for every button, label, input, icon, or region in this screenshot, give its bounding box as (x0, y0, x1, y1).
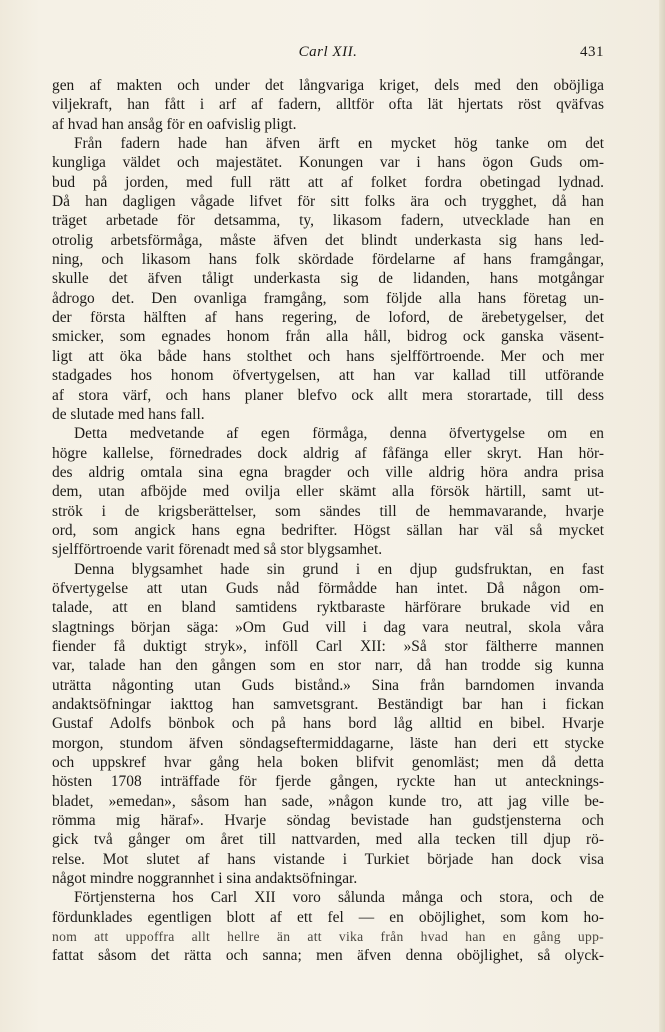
text-line: skulle det äfven tåligt underkasta sig de lidanden, hans motgångar (52, 270, 604, 288)
text-line: de slutade med hans fall. (52, 405, 205, 423)
text-line: gick två gånger om året till nattvarden, med alla tecken till djup rö- (52, 831, 604, 849)
text-line: strök i de krigsberättelser, som sändes till de hemmavarande, hvarje (52, 502, 604, 520)
text-line: fiender få duktigt stryk», inföll Carl XII: »Så stor fältherre mannen (52, 637, 604, 655)
text-line: der första hälften af hans regering, de loford, de ärebetygelser, det (52, 309, 604, 327)
text-line: Detta medvetande af egen förmåga, denna öfvertygelse om en (74, 425, 604, 443)
text-line: uträtta någonting utan Guds bistånd.» Sina från barndomen invanda (52, 676, 604, 694)
text-line: fördunklades egentligen blott af ett fel — en oböjlighet, som kom ho- (52, 908, 604, 926)
text-line: hösten 1708 inträffade för fjerde gången, ryckte han ut antecknings- (52, 773, 604, 791)
text-line: bud på jorden, med full rätt att af folket fordra obetingad lydnad. (52, 173, 604, 191)
page-number: 431 (580, 44, 604, 60)
body-text (52, 76, 604, 966)
text-line: ligt att öka både hans stolthet och hans sjelfförtroende. Mer och mer (52, 347, 604, 365)
running-title: Carl XII. (298, 44, 358, 60)
text-line: öfvertygelse att utan Guds nåd förmådde han intet. Då någon om- (52, 579, 604, 597)
text-line: Från fadern hade han äfven ärft en mycket hög tanke om det (74, 135, 604, 153)
text-line: nom att uppoffra allt hellre än att vika från hvad han en gång upp- (52, 929, 604, 945)
text-line: Gustaf Adolfs bönbok och på hans bord låg alltid en bibel. Hvarje (52, 715, 604, 733)
text-line: och uppskref hvar gång hela boken blifvit genomläst; men då detta (52, 754, 604, 772)
text-line: morgon, stundom äfven söndagseftermiddagarne, läste han deri ett stycke (52, 734, 604, 752)
text-line: römma mig häraf». Hvarje söndag bevistade han gudstjensterna och (52, 812, 604, 830)
text-line: smicker, som egnades honom från alla håll, bidrog ock ganska väsent- (52, 328, 604, 346)
text-line: des aldrig omtala sina egna bragder och ville aldrig höra andra prisa (52, 463, 604, 481)
text-line: kungliga väldet och majestätet. Konungen var i hans ögon Guds om- (52, 154, 604, 172)
text-line: högre kallelse, förnedrades dock aldrig af fåfänga eller skryt. Han hör- (52, 444, 604, 462)
text-line: ord, som angick hans egna bedrifter. Högst sällan har väl så mycket (52, 521, 604, 539)
text-line: af hvad han ansåg för en oafvislig pligt. (52, 115, 297, 133)
text-line: bladet, »emedan», såsom han sade, »någon kunde tro, att jag ville be- (52, 792, 604, 810)
text-line: relse. Mot slutet af hans vistande i Turkiet började han dock visa (52, 850, 604, 868)
text-line: ådrogo det. Den ovanliga framgång, som följde alla hans företag un- (52, 289, 604, 307)
text-line: talade, att en bland samtidens ryktbaraste härförare brukade vid en (52, 599, 604, 617)
text-line: andaktsöfningar iakttog han samvetsgrant. Beständigt bar han i fickan (52, 696, 604, 713)
text-line: Då han dagligen vågade lifvet för sitt folks ära och trygghet, då han (52, 193, 604, 211)
text-line: gen af makten och under det långvariga kriget, dels med den oböjliga (52, 77, 604, 94)
text-line: dem, utan afböjde med ovilja eller skämt alla försök härtill, samt ut- (52, 483, 604, 501)
text-line: fattat såsom det rätta och sanna; men äfven denna oböjlighet, så olyck- (52, 947, 604, 965)
page-edge (659, 0, 665, 1032)
text-line: otrolig arbetsförmåga, måste äfven det blindt underkasta sig hans led- (52, 231, 604, 249)
text-line: af stora värf, och hans planer blefvo ock allt mera storartade, till dess (52, 386, 604, 404)
text-line: slagtnings början säga: »Om Gud vill i dag vara neutral, skola våra (52, 618, 604, 636)
text-line: ning, och likasom hans folk skördade fördelarne af hans framgångar, (52, 251, 604, 269)
text-line: viljekraft, han fått i arf af fadern, alltför ofta lät hjertats röst qväfvas (52, 96, 604, 114)
text-line: träget arbetade för detsamma, ty, likasom fadern, utvecklade han en (52, 212, 604, 230)
text-line: sjelfförtroende varit förenadt med så stor blygsamhet. (52, 541, 383, 559)
text-line: något mindre noggrannhet i sina andaktsöfningar. (52, 870, 358, 888)
page-header (52, 44, 604, 68)
text-line: Förtjensterna hos Carl XII voro sålunda många och stora, och de (74, 889, 604, 907)
text-line: var, talade han den gången som en stor narr, då han trodde sig kunna (52, 657, 604, 675)
text-line: stadgades hos honom öfvertygelsen, att han var kallad till utförande (52, 367, 604, 385)
text-line: Denna blygsamhet hade sin grund i en djup gudsfruktan, en fast (74, 560, 604, 578)
